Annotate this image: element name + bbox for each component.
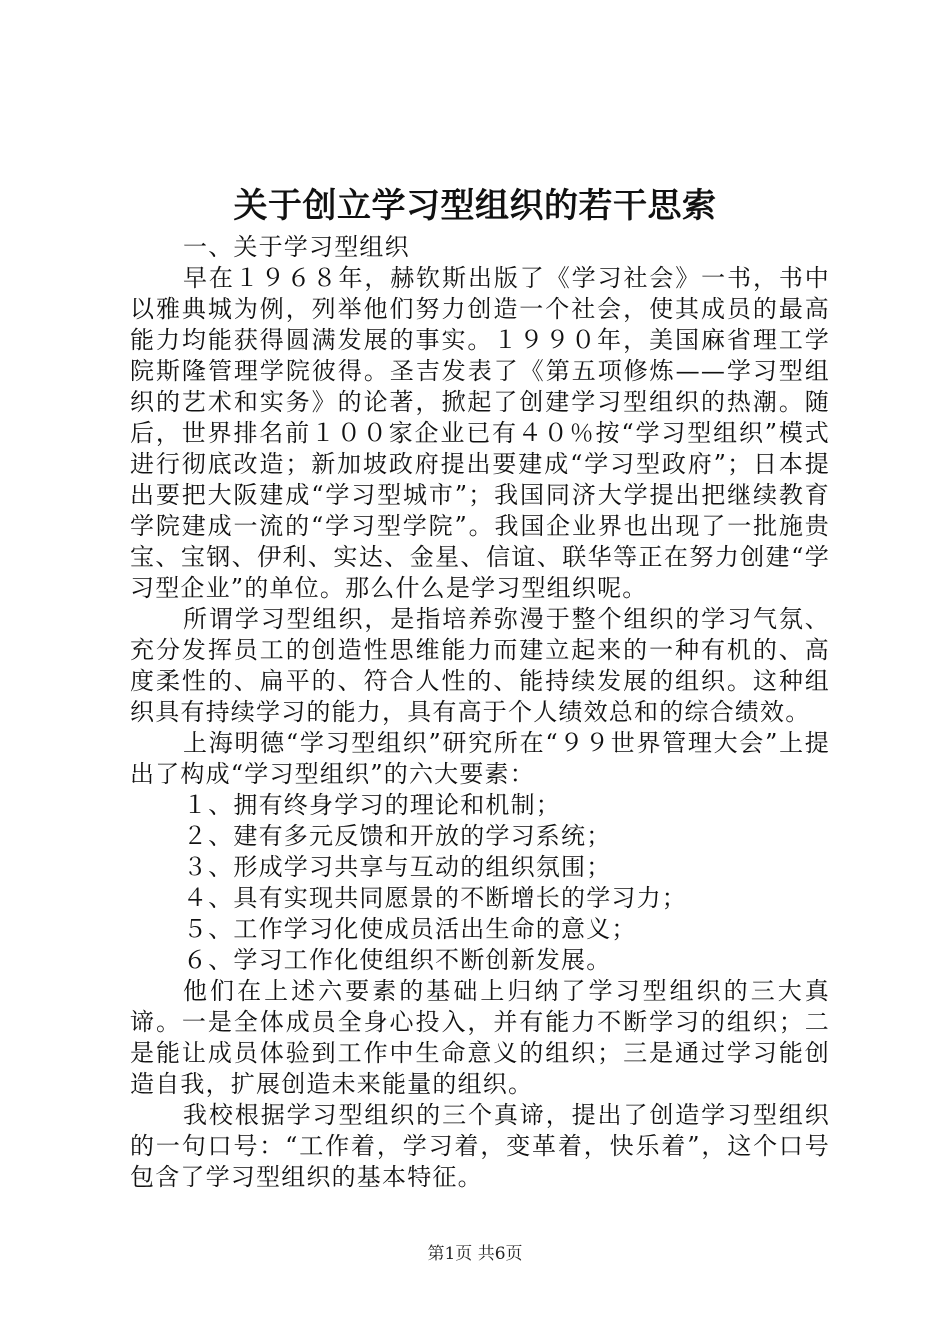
document-title: 关于创立学习型组织的若干思索 (233, 186, 717, 226)
document-body (130, 232, 830, 1193)
paragraph: 上海明德“学习型组织”研究所在“９９世界管理大会”上提出了构成“学习型组织”的六大要素： (130, 729, 830, 788)
section-heading: 一、关于学习型组织 (183, 233, 410, 261)
list-item: ５、工作学习化使成员活出生命的意义； (183, 915, 637, 943)
paragraph: 他们在上述六要素的基础上归纳了学习型组织的三大真谛。一是全体成员全身心投入，并有能力不断学习的组织；二是能让成员体验到工作中生命意义的组织；三是通过学习能创造自我，扩展创造未来能量的组织。 (130, 977, 830, 1098)
paragraph: 我校根据学习型组织的三个真谛，提出了创造学习型组织的一句口号：“工作着，学习着，变革着，快乐着”，这个口号包含了学习型组织的基本特征。 (130, 1101, 830, 1191)
list-item: ６、学习工作化使组织不断创新发展。 (183, 946, 612, 974)
list-item: ２、建有多元反馈和开放的学习系统； (183, 822, 612, 850)
list-item: ４、具有实现共同愿景的不断增长的学习力； (183, 884, 687, 912)
list-item: １、拥有终身学习的理论和机制； (183, 791, 561, 819)
paragraph: 所谓学习型组织，是指培养弥漫于整个组织的学习气氛、充分发挥员工的创造性思维能力而建立起来的一种有机的、高度柔性的、扁平的、符合人性的、能持续发展的组织。这种组织具有持续学习的能力，具有高于个人绩效总和的综合绩效。 (130, 605, 830, 726)
page-number-footer: 第1页 共6页 (427, 1244, 523, 1264)
paragraph: 早在１９６８年，赫钦斯出版了《学习社会》一书，书中以雅典城为例，列举他们努力创造一个社会，使其成员的最高能力均能获得圆满发展的事实。１９９０年，美国麻省理工学院斯隆管理学院彼得。圣吉发表了《第五项修炼——学习型组织的艺术和实务》的论著，掀起了创建学习型组织的热潮。随后，世界排名前１００家企业已有４０％按“学习型组织”模式进行彻底改造；新加坡政府提出要建成“学习型政府”；日本提出要把大阪建成“学习型城市”；我国同济大学提出把继续教育学院建成一流的“学习型学院”。我国企业界也出现了一批施贵宝、宝钢、伊利、实达、金星、信谊、联华等正在努力创建“学习型企业”的单位。那么什么是学习型组织呢。 (130, 264, 830, 602)
list-item: ３、形成学习共享与互动的组织氛围； (183, 853, 612, 881)
